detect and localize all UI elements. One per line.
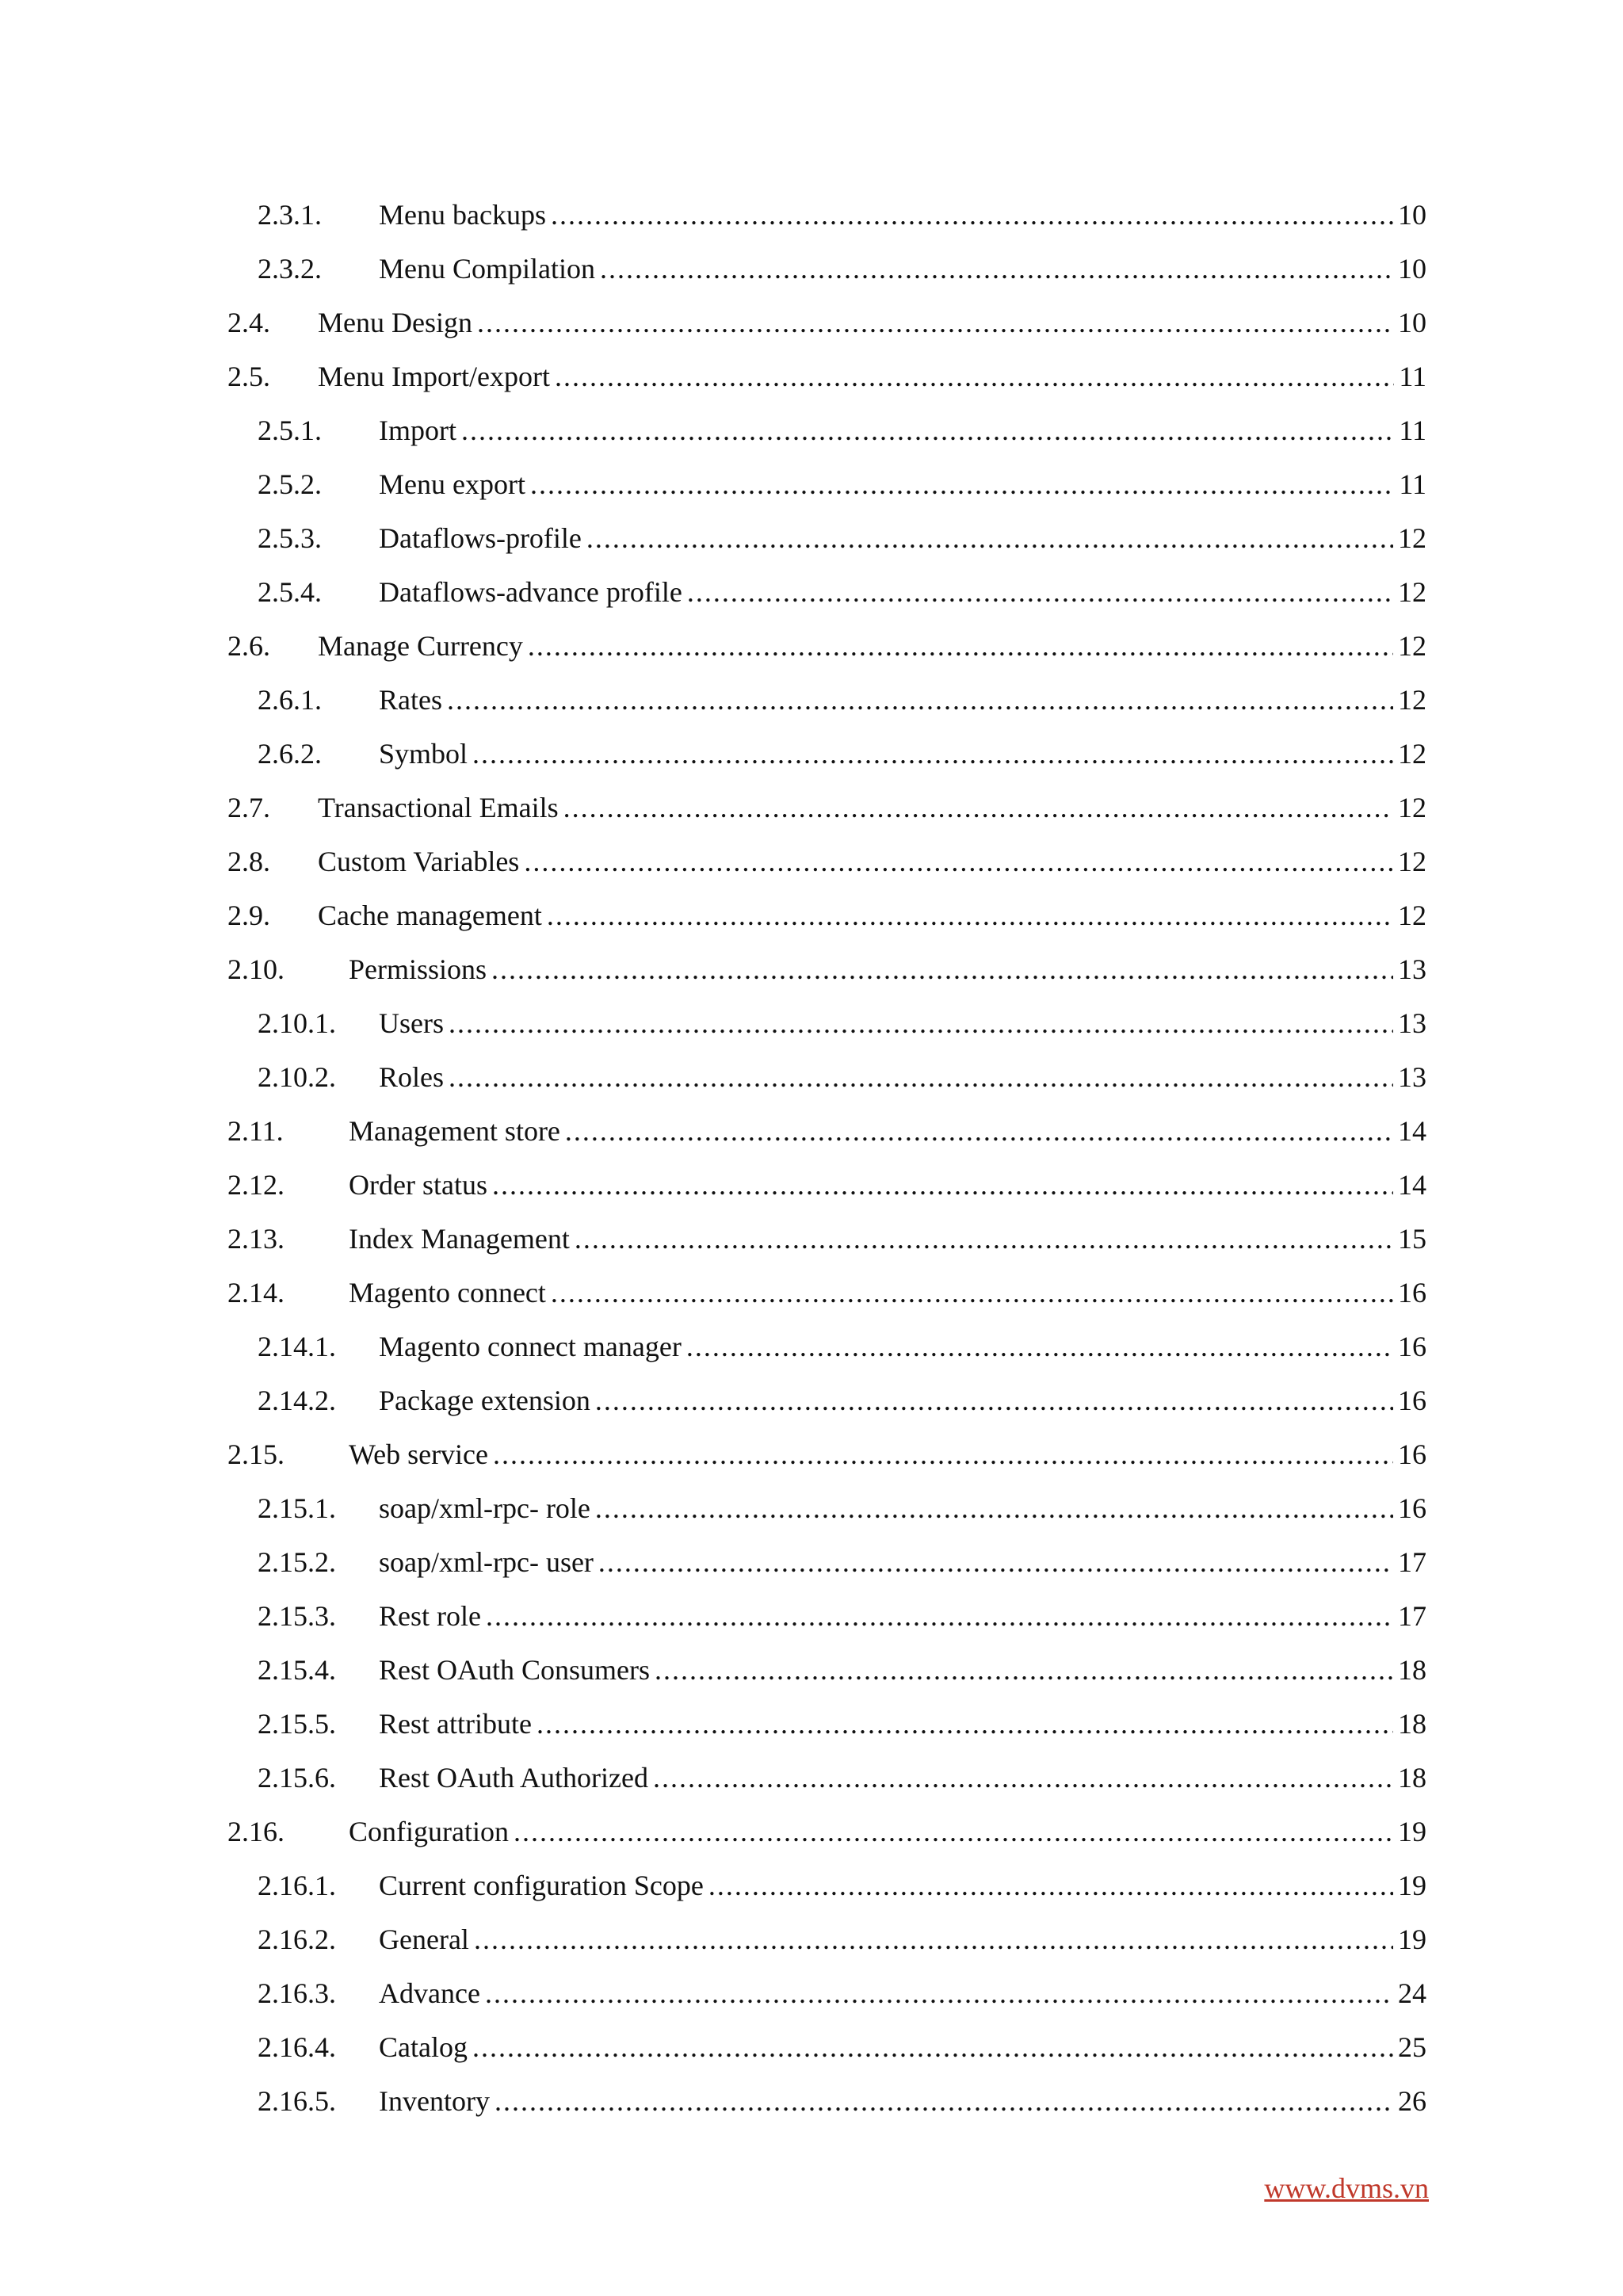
toc-entry-page: 25 [1393, 2023, 1426, 2071]
toc-entry-number: 2.13. [227, 1223, 285, 1255]
toc-leader-dots [447, 676, 1393, 724]
toc-entry-title: Configuration [349, 1808, 514, 1855]
toc-leader-dots [686, 1323, 1393, 1370]
toc-leader-dots [653, 1754, 1393, 1801]
toc-entry-page: 18 [1393, 1646, 1426, 1694]
toc-entry[interactable] [0, 730, 1623, 777]
toc-entry-title: Permissions [349, 946, 491, 993]
toc-entry[interactable] [0, 568, 1623, 616]
toc-entry-number: 2.6. [227, 630, 270, 662]
toc-entry-number: 2.12. [227, 1169, 285, 1201]
toc-entry-page: 12 [1393, 514, 1426, 562]
toc-entry-page: 10 [1393, 245, 1426, 292]
toc-entry-page: 12 [1393, 892, 1426, 939]
toc-entry[interactable] [0, 1484, 1623, 1532]
toc-entry-page: 10 [1393, 299, 1426, 346]
toc-entry[interactable] [0, 1107, 1623, 1155]
toc-entry-number: 2.5.4. [258, 576, 322, 608]
toc-leader-dots [537, 1700, 1393, 1748]
toc-entry[interactable] [0, 191, 1623, 239]
toc-leader-dots [495, 2077, 1393, 2125]
toc-entry-title: Index Management [349, 1215, 575, 1263]
toc-entry[interactable] [0, 353, 1623, 400]
toc-entry[interactable] [0, 299, 1623, 346]
toc-entry-number: 2.14.1. [258, 1331, 336, 1362]
toc-entry-title: Inventory [379, 2077, 495, 2125]
toc-leader-dots [595, 1484, 1393, 1532]
toc-leader-dots [598, 1538, 1393, 1586]
toc-entry[interactable] [0, 1377, 1623, 1424]
toc-entry-page: 26 [1393, 2077, 1426, 2125]
toc-entry-number: 2.16.1. [258, 1870, 336, 1901]
toc-entry-page: 18 [1393, 1754, 1426, 1801]
toc-entry-page: 16 [1393, 1431, 1426, 1478]
toc-leader-dots [551, 1269, 1393, 1316]
toc-entry-title: Menu Compilation [379, 245, 600, 292]
toc-entry-number: 2.9. [227, 900, 270, 931]
toc-entry[interactable] [0, 1916, 1623, 1963]
toc-entry-title: Catalog [379, 2023, 472, 2071]
toc-entry-number: 2.16. [227, 1816, 285, 1847]
toc-entry-title: Rates [379, 676, 447, 724]
toc-entry-title: Import [379, 407, 461, 454]
toc-leader-dots [485, 1969, 1393, 2017]
toc-entry-number: 2.15. [227, 1438, 285, 1470]
toc-entry-number: 2.16.4. [258, 2031, 336, 2063]
toc-entry-page: 14 [1393, 1161, 1426, 1209]
toc-entry-number: 2.10.2. [258, 1061, 336, 1093]
toc-entry-page: 16 [1393, 1323, 1426, 1370]
toc-entry[interactable] [0, 2023, 1623, 2071]
toc-entry-number: 2.15.2. [258, 1546, 336, 1578]
website-link[interactable]: www.dvms.vn [1264, 2172, 1429, 2204]
toc-entry-title: Advance [379, 1969, 485, 2017]
toc-entry-title: Magento connect manager [379, 1323, 686, 1370]
toc-entry-number: 2.14. [227, 1277, 285, 1308]
toc-entry-page: 12 [1393, 838, 1426, 885]
toc-entry-title: Symbol [379, 730, 472, 777]
toc-leader-dots [449, 1053, 1393, 1101]
toc-leader-dots [530, 460, 1394, 508]
toc-entry-number: 2.5.3. [258, 522, 322, 554]
toc-entry-number: 2.3.2. [258, 253, 322, 285]
toc-entry-number: 2.15.4. [258, 1654, 336, 1686]
toc-entry-page: 12 [1393, 622, 1426, 670]
toc-leader-dots [555, 353, 1394, 400]
toc-entry-page: 13 [1393, 999, 1426, 1047]
toc-entry[interactable] [0, 1215, 1623, 1263]
toc-entry-title: Menu backups [379, 191, 551, 239]
toc-entry[interactable] [0, 1969, 1623, 2017]
toc-entry[interactable] [0, 407, 1623, 454]
toc-entry[interactable] [0, 2077, 1623, 2125]
toc-entry-page: 13 [1393, 946, 1426, 993]
toc-entry-title: Users [379, 999, 449, 1047]
toc-entry[interactable] [0, 1323, 1623, 1370]
toc-entry[interactable] [0, 892, 1623, 939]
toc-entry-number: 2.10. [227, 953, 285, 985]
toc-entry[interactable] [0, 1862, 1623, 1909]
toc-entry-page: 10 [1393, 191, 1426, 239]
toc-entry-title: Rest OAuth Consumers [379, 1646, 655, 1694]
toc-entry-page: 19 [1393, 1862, 1426, 1909]
toc-entry-title: General [379, 1916, 474, 1963]
toc-entry-number: 2.3.1. [258, 199, 322, 231]
toc-entry-page: 13 [1393, 1053, 1426, 1101]
toc-entry-page: 11 [1394, 353, 1426, 400]
toc-leader-dots [492, 1161, 1393, 1209]
toc-leader-dots [595, 1377, 1393, 1424]
toc-entry-title: Web service [349, 1431, 493, 1478]
toc-leader-dots [472, 730, 1393, 777]
toc-entry-number: 2.5.2. [258, 468, 322, 500]
toc-leader-dots [565, 1107, 1393, 1155]
toc-entry-title: Management store [349, 1107, 565, 1155]
toc-entry[interactable] [0, 1808, 1623, 1855]
toc-entry-page: 11 [1394, 460, 1426, 508]
toc-entry-number: 2.16.3. [258, 1977, 336, 2009]
toc-entry-page: 14 [1393, 1107, 1426, 1155]
toc-entry-page: 11 [1394, 407, 1426, 454]
toc-entry-number: 2.16.5. [258, 2085, 336, 2117]
toc-leader-dots [600, 245, 1393, 292]
toc-leader-dots [491, 946, 1393, 993]
toc-entry-number: 2.11. [227, 1115, 284, 1147]
toc-entry-number: 2.16.2. [258, 1924, 336, 1955]
toc-entry[interactable] [0, 838, 1623, 885]
toc-entry-title: Manage Currency [318, 622, 528, 670]
toc-entry-page: 16 [1393, 1269, 1426, 1316]
toc-entry-page: 15 [1393, 1215, 1426, 1263]
toc-entry-page: 17 [1393, 1538, 1426, 1586]
toc-entry-title: Dataflows-advance profile [379, 568, 687, 616]
toc-entry-number: 2.5. [227, 361, 270, 392]
toc-entry-page: 18 [1393, 1700, 1426, 1748]
toc-entry[interactable] [0, 1646, 1623, 1694]
toc-entry-page: 24 [1393, 1969, 1426, 2017]
toc-entry-page: 12 [1393, 676, 1426, 724]
toc-entry-number: 2.7. [227, 792, 270, 823]
toc-entry-number: 2.15.6. [258, 1762, 336, 1794]
toc-entry-title: soap/xml-rpc- role [379, 1484, 595, 1532]
toc-leader-dots [477, 299, 1393, 346]
toc-entry[interactable] [0, 999, 1623, 1047]
toc-entry[interactable] [0, 1754, 1623, 1801]
toc-entry[interactable] [0, 1053, 1623, 1101]
toc-entry[interactable] [0, 622, 1623, 670]
toc-entry-title: soap/xml-rpc- user [379, 1538, 598, 1586]
toc-entry[interactable] [0, 1538, 1623, 1586]
toc-leader-dots [551, 191, 1393, 239]
toc-entry-title: Transactional Emails [318, 784, 563, 831]
toc-entry-page: 16 [1393, 1377, 1426, 1424]
toc-entry[interactable] [0, 676, 1623, 724]
toc-entry-title: Custom Variables [318, 838, 524, 885]
toc-entry-title: Magento connect [349, 1269, 551, 1316]
toc-leader-dots [514, 1808, 1393, 1855]
toc-entry-title: Rest role [379, 1592, 486, 1640]
toc-entry-title: Roles [379, 1053, 449, 1101]
toc-entry-page: 12 [1393, 730, 1426, 777]
toc-entry-number: 2.15.3. [258, 1600, 336, 1632]
toc-entry-number: 2.15.1. [258, 1492, 336, 1524]
toc-entry-page: 16 [1393, 1484, 1426, 1532]
toc-entry[interactable] [0, 1269, 1623, 1316]
toc-entry-page: 19 [1393, 1808, 1426, 1855]
toc-entry-number: 2.14.2. [258, 1385, 336, 1416]
toc-entry-number: 2.15.5. [258, 1708, 336, 1740]
toc-entry-page: 17 [1393, 1592, 1426, 1640]
toc-leader-dots [486, 1592, 1393, 1640]
toc-leader-dots [708, 1862, 1393, 1909]
toc-leader-dots [547, 892, 1393, 939]
toc-entry[interactable] [0, 514, 1623, 562]
toc-entry[interactable] [0, 946, 1623, 993]
toc-entry-title: Dataflows-profile [379, 514, 586, 562]
toc-entry[interactable] [0, 1592, 1623, 1640]
toc-entry-title: Order status [349, 1161, 492, 1209]
toc-leader-dots [472, 2023, 1393, 2071]
toc-entry-title: Rest OAuth Authorized [379, 1754, 653, 1801]
toc-leader-dots [563, 784, 1393, 831]
toc-entry[interactable] [0, 245, 1623, 292]
toc-entry-page: 12 [1393, 568, 1426, 616]
toc-entry[interactable] [0, 1431, 1623, 1478]
toc-entry-number: 2.10.1. [258, 1007, 336, 1039]
toc-entry-title: Cache management [318, 892, 547, 939]
toc-entry-number: 2.4. [227, 307, 270, 338]
toc-entry-title: Menu Import/export [318, 353, 555, 400]
toc-entry-title: Rest attribute [379, 1700, 537, 1748]
toc-entry-number: 2.8. [227, 846, 270, 877]
toc-entry-title: Package extension [379, 1377, 595, 1424]
toc-entry-number: 2.6.2. [258, 738, 322, 770]
toc-leader-dots [524, 838, 1393, 885]
toc-leader-dots [687, 568, 1393, 616]
toc-leader-dots [474, 1916, 1393, 1963]
toc-entry[interactable] [0, 784, 1623, 831]
toc-entry[interactable] [0, 460, 1623, 508]
toc-entry-title: Current configuration Scope [379, 1862, 708, 1909]
toc-leader-dots [586, 514, 1393, 562]
toc-entry-page: 12 [1393, 784, 1426, 831]
toc-entry-number: 2.5.1. [258, 415, 322, 446]
toc-leader-dots [528, 622, 1393, 670]
toc-entry-title: Menu Design [318, 299, 477, 346]
toc-entry-title: Menu export [379, 460, 530, 508]
toc-entry[interactable] [0, 1700, 1623, 1748]
toc-leader-dots [449, 999, 1393, 1047]
toc-leader-dots [493, 1431, 1393, 1478]
toc-entry-number: 2.6.1. [258, 684, 322, 716]
toc-entry-page: 19 [1393, 1916, 1426, 1963]
toc-entry[interactable] [0, 1161, 1623, 1209]
toc-leader-dots [575, 1215, 1393, 1263]
toc-leader-dots [461, 407, 1394, 454]
toc-leader-dots [655, 1646, 1393, 1694]
